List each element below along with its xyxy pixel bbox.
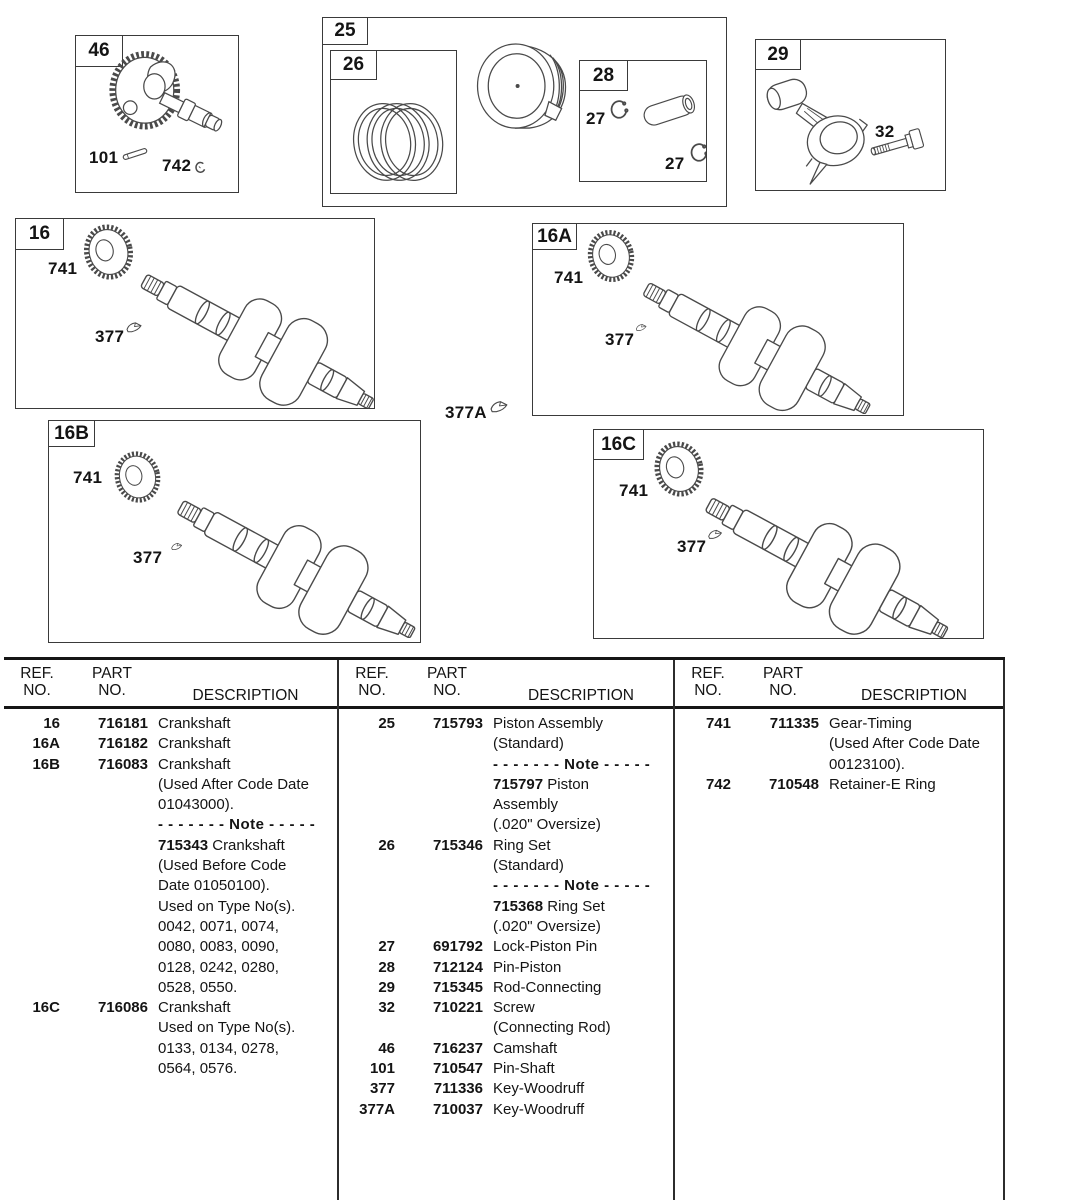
crankshaft-drawing (173, 483, 418, 638)
table-line: 0133, 0134, 0278, (158, 1039, 279, 1057)
table-lines (4, 706, 337, 1079)
table-line: 29 715345 Rod-Connecting (378, 978, 602, 996)
callout-rod-screw: 32 (875, 122, 895, 141)
callout-lock-piston-pin: 27 (665, 154, 685, 173)
header-description: DESCRIPTION (861, 687, 967, 704)
table-line: (Used After Code Date (158, 775, 309, 793)
camshaft-drawing (106, 47, 228, 149)
table-line: Used on Type No(s). (158, 897, 296, 915)
diagram-box-crankshaft-16 (15, 218, 375, 409)
table-line: (Standard) (493, 735, 564, 753)
diagram-box-label: 16C (594, 430, 644, 460)
diagram-box-label: 16B (49, 421, 95, 447)
table-line: 46 716237 Camshaft (378, 1039, 558, 1057)
lock-clip-icon (688, 142, 707, 165)
parts-table-column-2 (337, 660, 673, 1200)
table-line: Used on Type No(s). (158, 1019, 296, 1037)
table-lines (339, 706, 673, 1120)
table-line: (Standard) (493, 857, 564, 875)
table-line: 101 710547 Pin-Shaft (369, 1060, 555, 1078)
parts-table-column-3 (673, 660, 1005, 1200)
table-line: 377 711336 Key-Woodruff (369, 1080, 585, 1098)
table-line: - - - - - - - Note - - - - - (493, 755, 651, 773)
callout-woodruff-key: 377 (677, 537, 707, 556)
timing-gear-drawing (82, 223, 135, 281)
parts-table-column-1 (4, 660, 337, 1200)
rod-screw-icon (860, 128, 930, 162)
woodruff-key-icon (635, 323, 648, 333)
crankshaft-drawing (139, 257, 374, 409)
header-description: DESCRIPTION (192, 687, 299, 704)
table-line: 0042, 0071, 0074, (158, 917, 279, 935)
timing-gear-drawing (586, 228, 636, 284)
table-line: (Used Before Code (158, 857, 287, 875)
piston-pin-drawing (638, 85, 702, 135)
header-part-no: PART NO. (92, 665, 132, 699)
table-line: 715797 Piston (493, 775, 589, 793)
parts-table (4, 657, 1005, 1200)
callout-woodruff-key: 377 (95, 327, 125, 346)
table-line: 16C 716086 Crankshaft (32, 999, 231, 1017)
callout-pin-shaft: 101 (89, 148, 119, 167)
diagram-box-label: 28 (580, 61, 628, 91)
table-line: 742 710548 Retainer-E Ring (705, 775, 936, 793)
table-line: - - - - - - - Note - - - - - (493, 877, 651, 895)
callout-timing-gear: 741 (554, 268, 584, 287)
table-header (339, 660, 673, 706)
callout-lock-piston-pin: 27 (586, 109, 606, 128)
table-line: 01043000). (158, 796, 234, 814)
e-ring-icon (194, 161, 207, 176)
diagram-box-label: 16 (16, 219, 64, 250)
woodruff-key-icon (170, 542, 184, 552)
crankshaft-drawing (636, 266, 876, 414)
diagram-box-label: 46 (76, 36, 123, 67)
header-part-no: PART NO. (763, 665, 803, 699)
crankshaft-drawing (701, 480, 951, 638)
callout-woodruff-key: 377 (133, 548, 163, 567)
diagram-box-crankshaft-16a (532, 223, 904, 416)
callout-timing-gear: 741 (73, 468, 103, 487)
table-line: 0564, 0576. (158, 1060, 238, 1078)
piston-rings-drawing (348, 97, 448, 185)
table-header (675, 660, 1003, 706)
table-line: 741 711335 Gear-Timing (705, 715, 912, 732)
diagram-box-piston-assembly (322, 17, 727, 207)
table-line: (.020" Oversize) (493, 816, 601, 834)
lock-clip-icon (608, 99, 629, 122)
callout-woodruff-key-377a: 377A (445, 403, 487, 422)
diagram-box-crankshaft-16c (593, 429, 984, 639)
table-line: 377A 710037 Key-Woodruff (359, 1100, 585, 1118)
table-lines (675, 706, 1003, 795)
table-line: - - - - - - - Note - - - - - (158, 816, 316, 834)
table-line: 0080, 0083, 0090, (158, 938, 279, 956)
table-line: 16A 716182 Crankshaft (32, 735, 231, 753)
woodruff-key-icon (489, 399, 510, 416)
diagram-box-ring-set (330, 50, 457, 194)
table-line: 27 691792 Lock-Piston Pin (378, 938, 598, 956)
diagram-box-piston-pin (579, 60, 707, 182)
table-line: 25 715793 Piston Assembly (378, 715, 604, 732)
table-line: (.020" Oversize) (493, 917, 601, 935)
table-header (4, 660, 337, 706)
table-line: Date 01050100). (158, 877, 270, 895)
timing-gear-drawing (652, 440, 706, 498)
diagram-box-crankshaft-16b (48, 420, 421, 643)
callout-timing-gear: 741 (619, 481, 649, 500)
table-line: 715343 Crankshaft (158, 836, 285, 854)
table-line: 715368 Ring Set (493, 897, 605, 915)
table-line: 28 712124 Pin-Piston (378, 958, 562, 976)
table-line: 0528, 0550. (158, 978, 238, 996)
pin-shaft-icon (120, 144, 150, 164)
diagram-box-label: 25 (323, 18, 368, 45)
table-line: (Connecting Rod) (493, 1019, 611, 1037)
table-line: Assembly (493, 796, 559, 814)
table-line: 16B 716083 Crankshaft (32, 755, 231, 773)
table-line: 26 715346 Ring Set (378, 836, 551, 854)
diagram-box-connecting-rod (755, 39, 946, 191)
header-part-no: PART NO. (427, 665, 467, 699)
table-line: (Used After Code Date (829, 735, 980, 753)
callout-timing-gear: 741 (48, 259, 78, 278)
connecting-rod-drawing (761, 67, 879, 187)
diagram-box-camshaft (75, 35, 239, 193)
header-ref-no: REF. NO. (691, 665, 725, 699)
callout-e-ring: 742 (162, 156, 192, 175)
callout-woodruff-key: 377 (605, 330, 635, 349)
table-line: 0128, 0242, 0280, (158, 958, 279, 976)
diagram-box-label: 29 (756, 40, 801, 70)
diagram-box-label: 16A (533, 224, 577, 250)
header-description: DESCRIPTION (528, 687, 634, 704)
woodruff-key-icon (707, 528, 724, 542)
woodruff-key-icon (125, 321, 144, 335)
header-ref-no: REF. NO. (355, 665, 389, 699)
diagram-box-label: 26 (331, 51, 377, 80)
piston-drawing (474, 43, 571, 131)
table-line: 32 710221 Screw (378, 999, 535, 1017)
table-line: 00123100). (829, 755, 905, 773)
table-line: 16 716181 Crankshaft (43, 715, 231, 732)
header-ref-no: REF. NO. (20, 665, 54, 699)
timing-gear-drawing (112, 450, 163, 504)
